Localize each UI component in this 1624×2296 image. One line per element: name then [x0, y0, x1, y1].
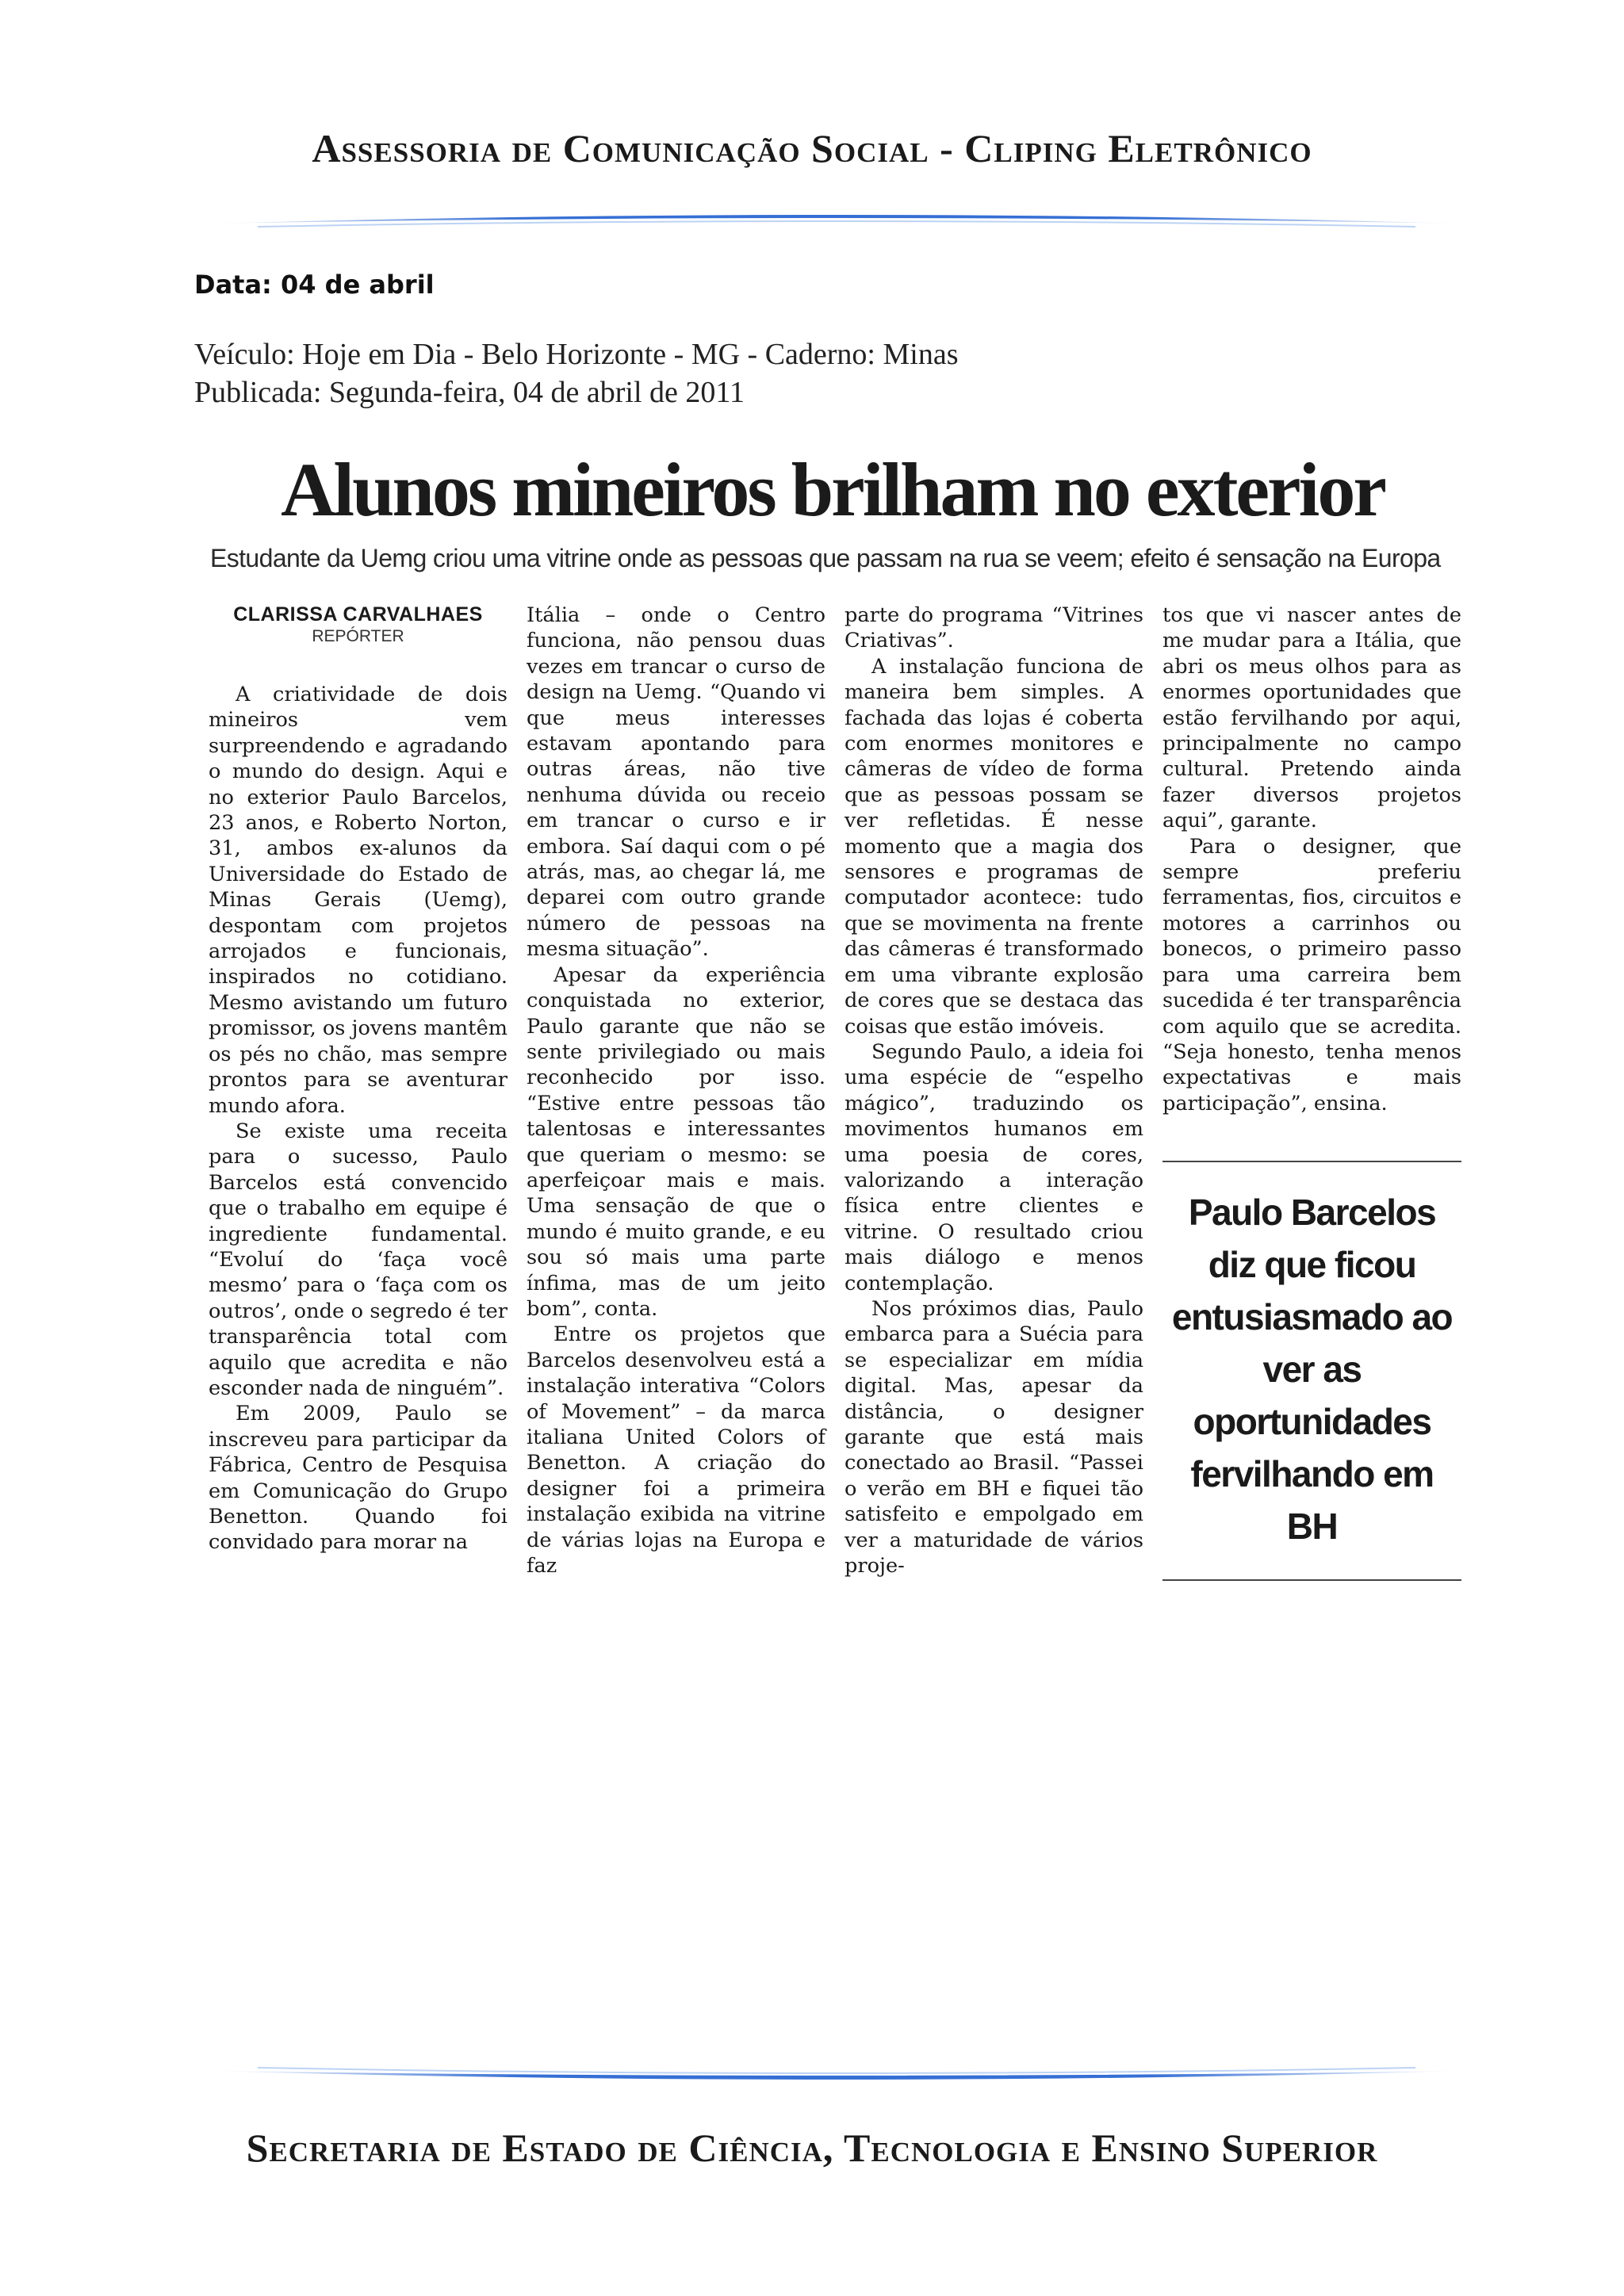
paragraph: Segundo Paulo, a ideia foi uma espécie de “espelho mágico”, traduzindo os movimentos humanos em uma poesia de cores, valorizando a interação física entre clientes e vitrine. O resultado criou mais diálogo e menos contemplação. [845, 1039, 1143, 1295]
article-column-1 [209, 603, 508, 1555]
article-subheadline: Estudante da Uemg criou uma vitrine onde as pessoas que passam na rua se veem; efeito é sensação na Europa [210, 544, 1441, 572]
footer-swoosh [210, 2061, 1463, 2085]
paragraph: Entre os projetos que Barcelos desenvolveu está a instalação interativa “Colors of Movement” – da marca italiana United Colors of Benetton. A criação do designer foi a primeira instalação exibida na vitrine de várias lojas na Europa e faz [527, 1322, 825, 1578]
paragraph: tos que vi nascer antes de me mudar para a Itália, que abri os meus olhos para as enormes oportunidades que estão fervilhando por aqui, principalmente no campo cultural. Pretendo ainda fazer diversos projetos aqui”, garante. [1162, 603, 1461, 833]
paragraph: Nos próximos dias, Paulo embarca para a Suécia para se especializar em mídia digital. Mas, apesar da distância, o designer garante que está mais conectado ao Brasil. “Passei o verão em BH e fiquei tão satisfeito e empolgado em ver a maturidade de vários proje- [845, 1296, 1143, 1578]
header-swoosh [210, 208, 1463, 232]
article-column-3 [845, 603, 1143, 1578]
paragraph: Se existe uma receita para o sucesso, Paulo Barcelos está convencido que o trabalho em equipe é ingrediente fundamental. “Evoluí do ‘faça você mesmo’ para o ‘faça com os outros’, onde o segredo é ter transparência total com aquilo que acredita e não esconder nada de ninguém”. [209, 1119, 508, 1400]
byline-author: CLARISSA CARVALHAES [233, 603, 483, 626]
byline-role: REPÓRTER [312, 627, 404, 645]
paragraph: A criatividade de dois mineiros vem surpreendendo e agradando o mundo do design. Aqui e no exterior Paulo Barcelos, 23 anos, e Roberto Norton, 31, ambos ex-alunos da Universidade do Estado de Minas Gerais (Uemg), despontam com projetos arrojados e funcionais, inspirados no cotidiano. Mesmo avistando um futuro promissor, os jovens mantêm os pés no chão, mas sempre prontos para se aventurar mundo afora. [209, 683, 508, 1118]
published-line: Publicada: Segunda-feira, 04 de abril de 2011 [194, 376, 745, 409]
article-column-4 [1162, 603, 1461, 1546]
paragraph: parte do programa “Vitrines Criativas”. [845, 603, 1143, 653]
paragraph: Itália – onde o Centro funciona, não pensou duas vezes em trancar o curso de design na Uemg. “Quando vi que meus interesses estavam apontando para outras áreas, não tive nenhuma dúvida ou receio em trancar o curso e ir embora. Saí daqui com o pé atrás, mas, ao chegar lá, me deparei com outro grande número de pessoas na mesma situação”. [527, 603, 825, 962]
paragraph: Apesar da experiência conquistada no exterior, Paulo garante que não se sente privilegiado ou mais reconhecido por isso. “Estive entre pessoas tão talentosas e interessantes que queriam o mesmo: se aperfeiçoar mais e mais. Uma sensação de que o mundo é muito grande, e eu sou só mais uma parte ínfima, mas de um jeito bom”, conta. [527, 962, 825, 1321]
byline [209, 603, 508, 647]
header-title: Assessoria de Comunicação Social - Cliping Eletrônico [312, 126, 1312, 170]
article-columns [209, 603, 1461, 1578]
paragraph: A instalação funciona de maneira bem simples. A fachada das lojas é coberta com enormes monitores e câmeras de vídeo de forma que as pessoas possam se ver refletidas. É nesse momento que a magia dos sensores e programas de computador acontece: tudo que se movimenta na frente das câmeras é transformado em uma vibrante explosão de cores que se destaca das coisas que estão imóveis. [845, 654, 1143, 1039]
clip-date: Data: 04 de abril [194, 270, 435, 300]
vehicle-line: Veículo: Hoje em Dia - Belo Horizonte - MG - Caderno: Minas [194, 338, 959, 371]
footer-title: Secretaria de Estado de Ciência, Tecnologia e Ensino Superior [246, 2126, 1378, 2170]
paragraph: Para o designer, que sempre preferiu ferramentas, fios, circuitos e motores a carrinhos ou bonecos, o primeiro passo para uma carreira bem sucedida é ter transparência com aquilo que se acredita. “Seja honesto, tenha menos expectativas e mais participação”, ensina. [1162, 834, 1461, 1115]
article-column-2 [527, 603, 825, 1578]
newspaper-clipping [202, 444, 1463, 1578]
pull-quote: Paulo Barcelos diz que ficou entusiasmado ao ver as oportunidades fervilhando em BH [1162, 1161, 1461, 1581]
article-headline: Alunos mineiros brilham no exterior [281, 447, 1385, 532]
paragraph: Em 2009, Paulo se inscreveu para participar da Fábrica, Centro de Pesquisa em Comunicação do Grupo Benetton. Quando foi convidado para morar na [209, 1402, 508, 1555]
